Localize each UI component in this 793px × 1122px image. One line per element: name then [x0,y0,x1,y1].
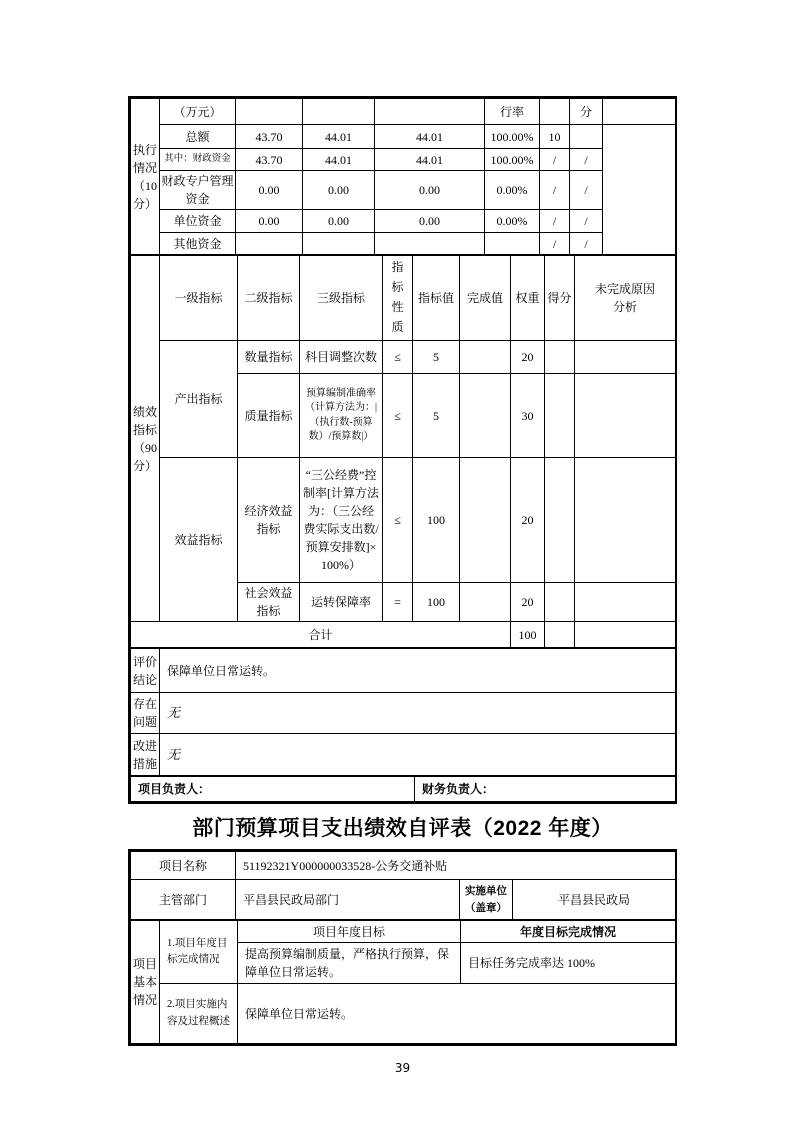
empty-cell [575,583,676,622]
impl-unit-value: 平昌县民政局 [513,880,676,920]
empty-cell [545,374,575,458]
improvements-text: 无 [160,734,676,776]
project-info-table [130,851,676,920]
project-name-value: 51192321Y000000033528-公务交通补贴 [236,852,676,880]
empty-cell [575,458,676,583]
conclusion-text: 保障单位日常运转。 [160,649,676,693]
project-name-label: 项目名称 [131,852,236,880]
indicator-economic-level2: 经济效益指标 [238,458,300,583]
basic-info-row-header: 项目基本情况 [131,921,160,1044]
exec-other-rate [485,233,540,255]
indicator-quality-target: 5 [413,374,460,458]
page-number: 39 [394,1061,411,1075]
evaluation-summary-table [130,648,676,776]
exec-total-weight: 10 [540,125,570,149]
empty-cell [460,374,511,458]
empty-cell [575,622,676,648]
goal-completion-text: 目标任务完成率达 100% [461,943,676,984]
indicator-social-level3: 运转保障率 [300,583,383,622]
indicator-quality-weight: 30 [511,374,545,458]
exec-total-adjusted: 44.01 [303,125,375,149]
indicator-quantity-weight: 20 [511,341,545,374]
empty-cell [545,341,575,374]
exec-unit-budget: 0.00 [236,210,303,233]
exec-special-weight: / [540,171,570,210]
indicator-economic-nature: ≤ [383,458,413,583]
problems-text: 无 [160,693,676,734]
indicator-economic-target: 100 [413,458,460,583]
self-evaluation-table-2022 [128,849,677,1046]
indicators-header-actual: 完成值 [460,256,511,341]
indicator-social-nature: = [383,583,413,622]
indicators-total-label: 合计 [131,622,511,648]
indicators-header-nature [383,256,413,341]
basic-info-table [130,920,676,1044]
exec-fiscal-budget: 43.70 [236,149,303,171]
exec-header-score: 分 [570,99,603,125]
empty-cell [375,99,485,125]
indicator-quantity-nature: ≤ [383,341,413,374]
exec-total-budget: 43.70 [236,125,303,149]
indicator-economic-level3: “三公经费”控制率[计算方法为：（三公经费实际支出数/预算安排数]×100%） [300,458,383,583]
wrapped-text: 未完成原因分析 [594,282,655,314]
indicators-header-reason [575,256,676,341]
exec-fiscal-label: 其中：财政资金 [160,149,236,171]
responsible-persons-table [130,776,676,802]
basic-item1-label: 1.项目年度目标完成情况 [160,921,238,984]
indicator-quality-level3: 预算编制准确率（计算方法为：|（执行数-预算数）/预算数|） [300,374,383,458]
empty-cell [460,341,511,374]
exec-other-adjusted [303,233,375,255]
indicator-quality-level2: 质量指标 [238,374,300,458]
implementation-text: 保障单位日常运转。 [238,984,676,1044]
execution-funds-table [130,98,676,255]
annual-goal-header: 项目年度目标 [238,921,461,943]
improvements-label: 改进措施 [131,734,160,776]
indicators-header-level3: 三级指标 [300,256,383,341]
indicator-quantity-level2: 数量指标 [238,341,300,374]
exec-total-label: 总额 [160,125,236,149]
empty-cell [460,583,511,622]
indicator-quantity-target: 5 [413,341,460,374]
indicators-section-row-header: 绩效指标（90分） [131,256,160,622]
page-content [128,96,677,1075]
exec-fiscal-score: / [570,149,603,171]
exec-special-score: / [570,171,603,210]
exec-header-unit: （万元） [160,99,236,125]
exec-other-funds-label: 其他资金 [160,233,236,255]
project-lead-label: 项目负责人： [131,777,415,802]
indicators-header-target: 指标值 [413,256,460,341]
indicators-header-weight: 权重 [511,256,545,341]
performance-indicators-table [130,255,676,648]
empty-cell [575,374,676,458]
indicator-social-weight: 20 [511,583,545,622]
exec-unit-score: / [570,210,603,233]
exec-total-rate: 100.00% [485,125,540,149]
empty-cell [545,583,575,622]
empty-cell [303,99,375,125]
finance-lead-label: 财务负责人： [415,777,676,802]
exec-fiscal-rate: 100.00% [485,149,540,171]
empty-cell [603,125,676,255]
impl-unit-label: 实施单位（盖章） [460,880,513,920]
exec-header-rate: 行率 [485,99,540,125]
exec-fiscal-adjusted: 44.01 [303,149,375,171]
exec-other-score: / [570,233,603,255]
exec-unit-weight: / [540,210,570,233]
self-evaluation-table-continued [128,96,677,804]
exec-special-adjusted: 0.00 [303,171,375,210]
exec-fiscal-actual: 44.01 [375,149,485,171]
empty-cell [545,458,575,583]
indicators-total-weight: 100 [511,622,545,648]
annual-goal-text: 提高预算编制质量，严格执行预算，保障单位日常运转。 [238,943,461,984]
empty-cell [540,99,570,125]
indicator-social-target: 100 [413,583,460,622]
empty-cell [236,99,303,125]
exec-unit-rate: 0.00% [485,210,540,233]
empty-cell [575,341,676,374]
exec-unit-actual: 0.00 [375,210,485,233]
exec-special-rate: 0.00% [485,171,540,210]
exec-other-actual [375,233,485,255]
dept-value: 平昌县民政局部门 [236,880,460,920]
dept-label: 主管部门 [131,880,236,920]
indicator-benefit-level1: 效益指标 [160,458,238,622]
exec-total-score [570,125,603,149]
indicator-quantity-level3: 科目调整次数 [300,341,383,374]
indicator-quality-nature: ≤ [383,374,413,458]
indicator-social-level2: 社会效益指标 [238,583,300,622]
indicators-header-level2: 二级指标 [238,256,300,341]
page-title: 部门预算项目支出绩效自评表（2022 年度） [192,817,613,840]
exec-other-budget [236,233,303,255]
exec-unit-funds-label: 单位资金 [160,210,236,233]
indicators-header-score: 得分 [545,256,575,341]
indicators-header-level1: 一级指标 [160,256,238,341]
problems-label: 存在问题 [131,693,160,734]
goal-completion-header: 年度目标完成情况 [461,921,676,943]
vertical-text: 指标性质 [391,260,404,334]
indicator-output-level1: 产出指标 [160,341,238,458]
empty-cell [460,458,511,583]
exec-special-account-label: 财政专户管理资金 [160,171,236,210]
indicator-economic-weight: 20 [511,458,545,583]
exec-other-weight: / [540,233,570,255]
exec-fiscal-weight: / [540,149,570,171]
exec-unit-adjusted: 0.00 [303,210,375,233]
exec-special-budget: 0.00 [236,171,303,210]
basic-item2-label: 2.项目实施内容及过程概述 [160,984,238,1044]
conclusion-label: 评价结论 [131,649,160,693]
exec-section-row-header: 执行情况（10分） [131,99,160,255]
empty-cell [545,622,575,648]
empty-cell [603,99,676,125]
exec-total-actual: 44.01 [375,125,485,149]
exec-special-actual: 0.00 [375,171,485,210]
